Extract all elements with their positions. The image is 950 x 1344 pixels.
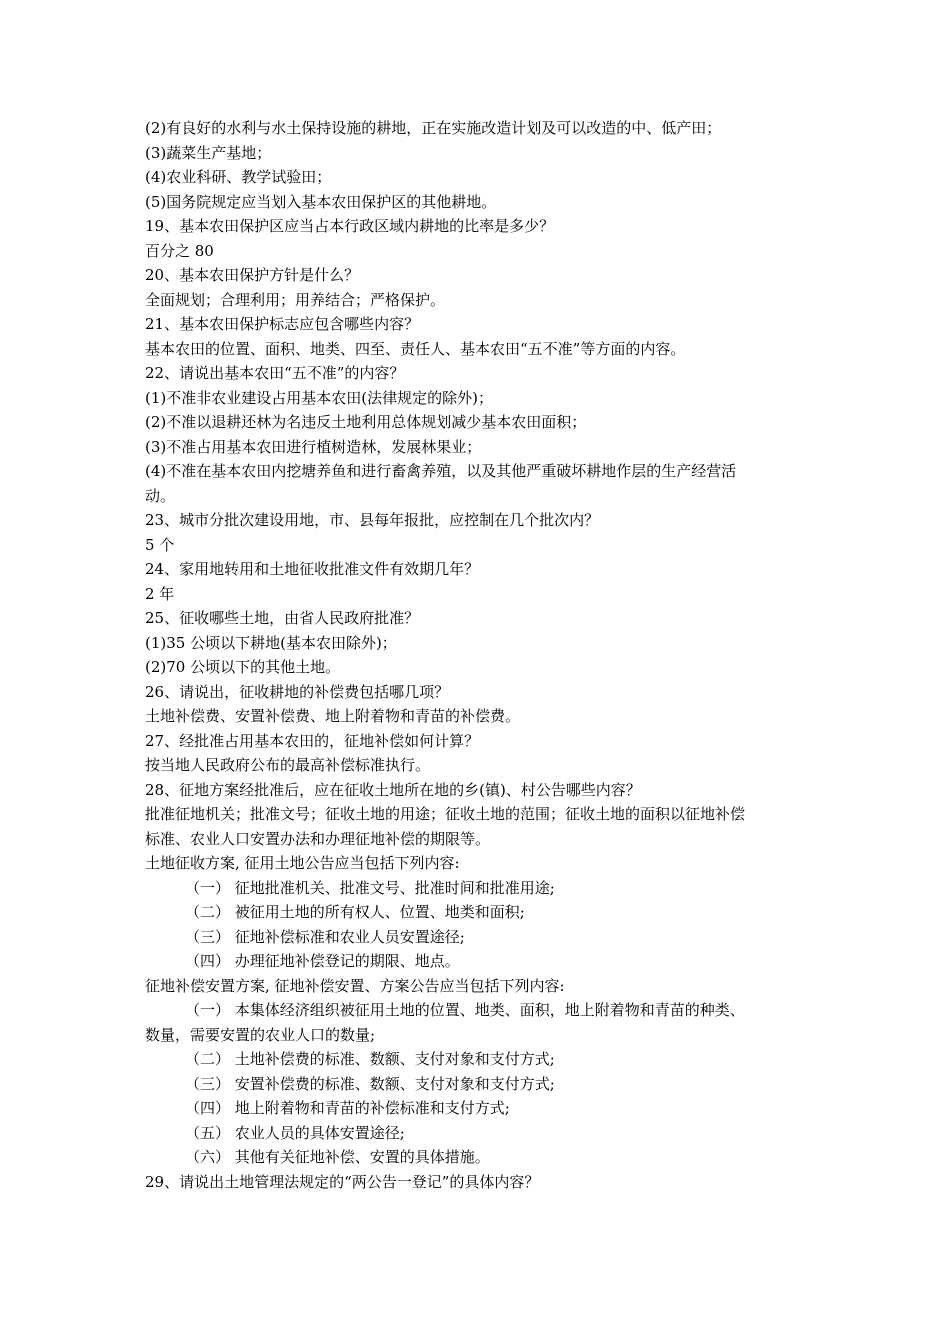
text-line: (1)不准非农业建设占用基本农田(法律规定的除外)； bbox=[145, 388, 493, 407]
text-line: 标准、农业人口安置办法和办理征地补偿的期限等。 bbox=[145, 829, 491, 848]
document-body bbox=[145, 116, 810, 1194]
text-line: 29、请说出土地管理法规定的“两公告一登记”的具体内容？ bbox=[145, 1172, 540, 1191]
text-line: (4)农业科研、教学试验田； bbox=[145, 168, 332, 186]
text-line: 23、城市分批次建设用地，市、县每年报批，应控制在几个批次内？ bbox=[145, 511, 600, 529]
text-line: (3)蔬菜生产基地； bbox=[145, 143, 272, 162]
text-line: 20、基本农田保护方针是什么？ bbox=[145, 266, 360, 284]
text-line: 全面规划；合理利用；用养结合；严格保护。 bbox=[145, 290, 446, 309]
text-line: (2)有良好的水利与水土保持设施的耕地，正在实施改造计划及可以改造的中、低产田； bbox=[145, 119, 722, 137]
text-line: 数量，需要安置的农业人口的数量; bbox=[145, 1025, 376, 1044]
text-line: (3)不准占用基本农田进行植树造林，发展林果业； bbox=[145, 437, 482, 456]
text-line: (4)不准在基本农田内挖塘养鱼和进行畜禽养殖，以及其他严重破坏耕地作层的生产经营活 bbox=[145, 462, 737, 480]
text-line: （六） 其他有关征地补偿、安置的具体措施。 bbox=[185, 1148, 490, 1166]
text-line: (2)70 公顷以下的其他土地。 bbox=[145, 658, 341, 676]
text-line: (2)不准以退耕还林为名违反土地利用总体规划减少基本农田面积； bbox=[145, 413, 587, 431]
text-line: 基本农田的位置、面积、地类、四至、责任人、基本农田“五不准”等方面的内容。 bbox=[145, 339, 686, 358]
text-line: （四） 地上附着物和青苗的补偿标准和支付方式; bbox=[185, 1099, 510, 1117]
text-line: 24、家用地转用和土地征收批准文件有效期几年？ bbox=[145, 560, 480, 578]
text-line: 5 个 bbox=[145, 535, 175, 554]
text-line: 动。 bbox=[145, 486, 176, 505]
text-line: 21、基本农田保护标志应包含哪些内容？ bbox=[145, 315, 420, 333]
text-line: 土地征收方案, 征用土地公告应当包括下列内容: bbox=[145, 854, 460, 872]
text-line: 按当地人民政府公布的最高补偿标准执行。 bbox=[145, 756, 431, 774]
text-line: 26、请说出，征收耕地的补偿费包括哪几项？ bbox=[145, 682, 450, 701]
text-line: (5)国务院规定应当划入基本农田保护区的其他耕地。 bbox=[145, 192, 497, 211]
text-line: 22、请说出基本农田“五不准”的内容？ bbox=[145, 364, 405, 382]
text-line: 百分之 80 bbox=[145, 241, 214, 260]
text-line: 27、经批准占用基本农田的，征地补偿如何计算？ bbox=[145, 731, 480, 750]
text-line: （四） 办理征地补偿登记的期限、地点。 bbox=[185, 952, 460, 970]
text-line: 19、基本农田保护区应当占本行政区域内耕地的比率是多少？ bbox=[145, 217, 555, 235]
text-line: 征地补偿安置方案, 征地补偿安置、方案公告应当包括下列内容: bbox=[145, 976, 565, 995]
text-line: （三） 安置补偿费的标准、数额、支付对象和支付方式; bbox=[185, 1074, 555, 1093]
text-line: （三） 征地补偿标准和农业人员安置途径; bbox=[185, 927, 465, 946]
text-line: （二） 被征用土地的所有权人、位置、地类和面积; bbox=[185, 903, 525, 921]
text-line: 2 年 bbox=[145, 584, 175, 603]
text-line: 批准征地机关；批准文号；征收土地的用途；征收土地的范围；征收土地的面积以征地补偿 bbox=[145, 805, 746, 823]
text-line: （二） 土地补偿费的标准、数额、支付对象和支付方式; bbox=[185, 1050, 555, 1068]
text-line: 28、征地方案经批准后，应在征收土地所在地的乡(镇)、村公告哪些内容？ bbox=[145, 780, 641, 799]
text-line: （一） 本集体经济组织被征用土地的位置、地类、面积，地上附着物和青苗的种类、 bbox=[185, 1001, 745, 1019]
text-line: （一） 征地批准机关、批准文号、批准时间和批准用途; bbox=[185, 878, 555, 897]
text-line: 土地补偿费、安置补偿费、地上附着物和青苗的补偿费。 bbox=[145, 707, 521, 725]
text-line: (1)35 公顷以下耕地(基本农田除外)； bbox=[145, 633, 397, 652]
text-line: （五） 农业人员的具体安置途径; bbox=[185, 1123, 405, 1142]
text-line: 25、征收哪些土地，由省人民政府批准？ bbox=[145, 609, 420, 627]
